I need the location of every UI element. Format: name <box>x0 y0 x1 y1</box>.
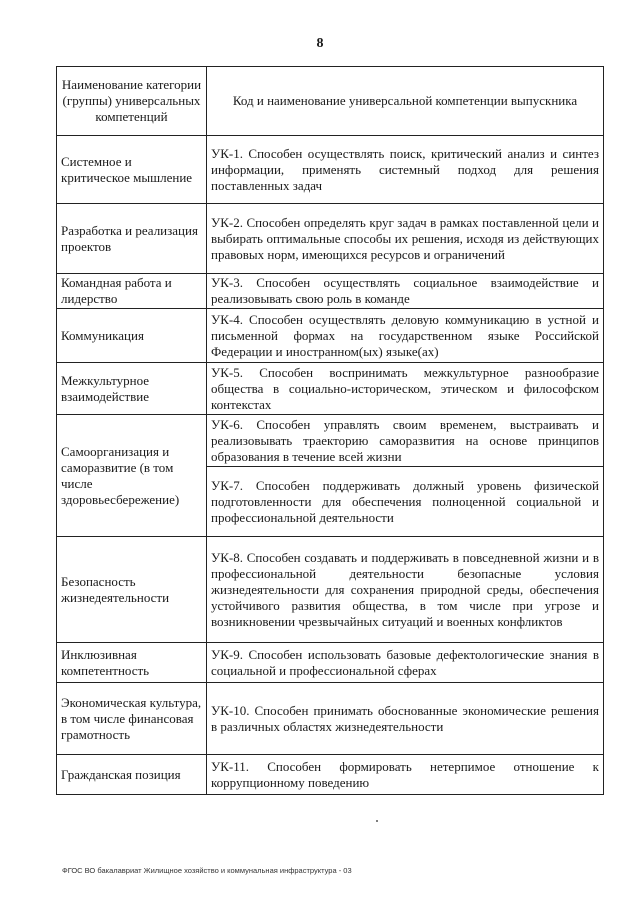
category-cell: Безопасность жизнедеятельности <box>57 537 207 643</box>
category-cell: Самоорганизация и саморазвитие (в том числе здоровьесбережение) <box>57 415 207 537</box>
category-cell: Инклюзивная компетентность <box>57 643 207 683</box>
competency-cell: УК-7. Способен поддерживать должный уровень физической подготовленности для обеспечения полноценной социальной и профессиональной деятельности <box>207 467 604 537</box>
table-row <box>57 415 604 467</box>
competency-cell: УК-6. Способен управлять своим временем, выстраивать и реализовывать траекторию саморазвития на основе принципов образования в течение всей жизни <box>207 415 604 467</box>
competency-cell: УК-1. Способен осуществлять поиск, критический анализ и синтез информации, применять системный подход для решения поставленных задач <box>207 136 604 204</box>
header-code: Код и наименование универсальной компетенции выпускника <box>207 67 604 136</box>
page-footer: ФГОС ВО бакалавриат Жилищное хозяйство и коммунальная инфраструктура - 03 <box>62 866 352 875</box>
table-row <box>57 755 604 795</box>
category-cell: Коммуникация <box>57 309 207 363</box>
category-cell: Системное и критическое мышление <box>57 136 207 204</box>
table-row <box>57 363 604 415</box>
competency-cell: УК-9. Способен использовать базовые дефектологические знания в социальной и профессиональной сферах <box>207 643 604 683</box>
table-row <box>57 204 604 274</box>
competency-cell: УК-11. Способен формировать нетерпимое отношение к коррупционному поведению <box>207 755 604 795</box>
competency-cell: УК-5. Способен воспринимать межкультурное разнообразие общества в социально-историческом, этическом и философском контекстах <box>207 363 604 415</box>
page-number: 8 <box>316 36 324 51</box>
competency-cell: УК-4. Способен осуществлять деловую коммуникацию в устной и письменной формах на государственном языке Российской Федерации и иностранном(ых) языке(ах) <box>207 309 604 363</box>
competency-cell: УК-3. Способен осуществлять социальное взаимодействие и реализовывать свою роль в команде <box>207 274 604 309</box>
header-category: Наименование категории (группы) универсальных компетенций <box>57 67 207 136</box>
category-cell: Гражданская позиция <box>57 755 207 795</box>
category-cell: Экономическая культура, в том числе финансовая грамотность <box>57 683 207 755</box>
table-row <box>57 309 604 363</box>
table-header-row <box>57 67 604 136</box>
table-row <box>57 683 604 755</box>
category-cell: Разработка и реализация проектов <box>57 204 207 274</box>
category-cell: Командная работа и лидерство <box>57 274 207 309</box>
table-row <box>57 136 604 204</box>
table-row <box>57 537 604 643</box>
competency-cell: УК-2. Способен определять круг задач в рамках поставленной цели и выбирать оптимальные способы их решения, исходя из действующих правовых норм, имеющихся ресурсов и ограничений <box>207 204 604 274</box>
competency-cell: УК-8. Способен создавать и поддерживать в повседневной жизни и в профессиональной деятельности безопасные условия жизнедеятельности для сохранения природной среды, обеспечения устойчивого развития общества, в том числе при угрозе и возникновении чрезвычайных ситуаций и военных конфликтов <box>207 537 604 643</box>
table-row <box>57 643 604 683</box>
competency-cell: УК-10. Способен принимать обоснованные экономические решения в различных областях жизнедеятельности <box>207 683 604 755</box>
scan-speck <box>376 820 378 822</box>
category-cell: Межкультурное взаимодействие <box>57 363 207 415</box>
table-row <box>57 274 604 309</box>
competencies-table <box>56 66 604 795</box>
